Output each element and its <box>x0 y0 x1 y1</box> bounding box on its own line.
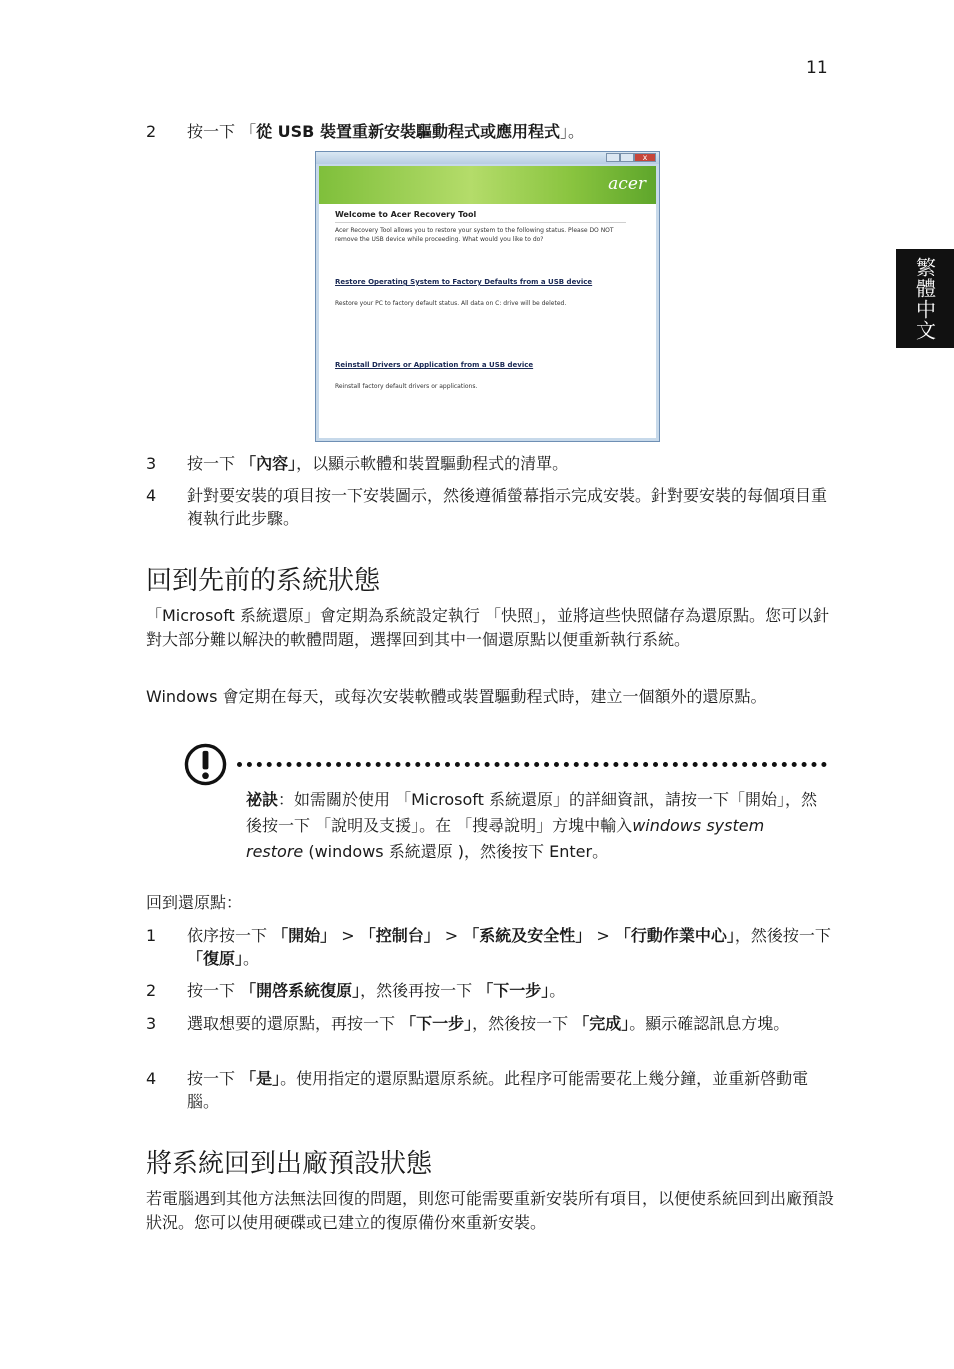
step-text-plain: ，然後再按一下 <box>360 981 478 1000</box>
note-dotted-rule <box>237 762 827 767</box>
step-text-plain: ，然後按一下 <box>472 1014 574 1033</box>
step-text-plain: 。使用指定的還原點還原系統。此程序可能需要花上幾分鐘，並重新啓動電腦。 <box>187 1069 809 1111</box>
step-text-plain: 。 <box>549 981 566 1000</box>
step-text-plain: 按一下 <box>187 981 241 1000</box>
tip-label: 祕訣 <box>246 790 279 809</box>
step-number: 1 <box>146 926 157 945</box>
step-text-plain: 。顯示確認訊息方塊。 <box>629 1014 790 1033</box>
step-text-bold: 從 USB 裝置重新安裝驅動程式或應用程式 <box>256 122 560 141</box>
restore-intro: 回到還原點： <box>146 893 243 912</box>
step-text-plain: > <box>591 926 615 945</box>
step-2 <box>0 120 954 144</box>
step-text-bold: 「內容」 <box>240 454 297 473</box>
language-tab <box>896 249 954 348</box>
step-text <box>187 1067 832 1113</box>
step-text-plain: 。 <box>243 949 260 968</box>
exclamation-icon <box>184 743 227 786</box>
step-text-bold: 「行動作業中心」 <box>614 926 735 945</box>
step-number: 2 <box>146 981 157 1000</box>
maximize-icon[interactable] <box>620 153 634 162</box>
step-text-plain: ，然後按一下 <box>734 926 831 945</box>
step-text-plain: > <box>439 926 464 945</box>
restore-factory-desc: Restore your PC to factory default status. All data on C: drive will be deleted. <box>335 300 567 307</box>
restore-step-2 <box>0 979 954 1003</box>
window-titlebar <box>316 152 659 164</box>
step-number: 4 <box>146 1069 157 1088</box>
restore-step-4 <box>0 1067 954 1115</box>
reinstall-drivers-link[interactable]: Reinstall Drivers or Application from a USB device <box>335 361 534 369</box>
title-divider <box>335 222 626 223</box>
restore-step-3 <box>0 1012 954 1060</box>
paragraph: 「Microsoft 系統還原」會定期為系統設定執行 「快照」，並將這些快照儲存為還原點。您可以針對大部分難以解決的軟體問題，選擇回到其中一個還原點以便重新執行系統。 <box>146 606 829 649</box>
tip-text: ：如需關於使用 「Microsoft 系統還原」的詳細資訊，請按一下「開始」，然後按一下 「說明及支援」。在 「搜尋說明」方塊中輸入 <box>246 790 818 835</box>
step-3 <box>0 452 954 476</box>
step-text <box>187 1012 832 1035</box>
step-text-plain: > <box>336 926 360 945</box>
section-heading: 將系統回到出廠預設狀態 <box>146 1149 433 1179</box>
step-number: 3 <box>146 454 157 473</box>
step-text-plain: 」。 <box>559 122 584 141</box>
minimize-icon[interactable] <box>606 153 620 162</box>
step-text-bold: 「開啓系統復原」 <box>240 981 361 1000</box>
step-text-plain: 按一下 <box>187 1069 241 1088</box>
restore-step-1 <box>0 924 954 972</box>
step-number: 4 <box>146 486 157 505</box>
step-text <box>187 452 832 475</box>
step-text <box>187 924 832 970</box>
tip-note <box>246 787 826 865</box>
paragraph: 若電腦遇到其他方法無法回復的問題，則您可能需要重新安裝所有項目，以便使系統回到出廠預設狀況。您可以使用硬碟或已建立的復原備份來重新安裝。 <box>146 1189 835 1232</box>
step-text-bold: 「完成」 <box>573 1014 630 1033</box>
step-text-plain: 按一下 「 <box>187 122 257 141</box>
step-4 <box>0 484 954 532</box>
tip-command: windows system restore <box>246 816 765 861</box>
step-text <box>187 120 832 143</box>
acer-logo: acer <box>608 174 646 194</box>
page-number: 11 <box>806 58 828 78</box>
step-text-bold: 「控制台」 <box>359 926 440 945</box>
step-text-bold: 「開始」 <box>272 926 337 945</box>
step-text-plain: 按一下 <box>187 454 241 473</box>
language-tab-label: 繁體中文 <box>912 256 937 341</box>
window-content <box>319 204 656 438</box>
step-text-bold: 「是」 <box>240 1069 281 1088</box>
step-text <box>187 979 832 1002</box>
window-controls <box>606 153 656 162</box>
window-title: Welcome to Acer Recovery Tool <box>335 210 477 219</box>
section-heading: 回到先前的系統狀態 <box>146 566 381 596</box>
step-text-plain: 選取想要的還原點，再按一下 <box>187 1014 401 1033</box>
step-text-bold: 「下一步」 <box>400 1014 473 1033</box>
acer-banner <box>319 166 656 204</box>
tip-text: (windows 系統還原 )，然後按下 Enter。 <box>303 842 609 861</box>
step-text: 針對要安裝的項目按一下安裝圖示，然後遵循螢幕指示完成安裝。針對要安裝的每個項目重複執行此步驟。 <box>187 486 828 528</box>
reinstall-drivers-desc: Reinstall factory default drivers or applications. <box>335 383 478 390</box>
step-text-plain: 依序按一下 <box>187 926 273 945</box>
paragraph: Windows 會定期在每天，或每次安裝軟體或裝置驅動程式時，建立一個額外的還原點。 <box>146 687 767 706</box>
step-number: 2 <box>146 122 157 141</box>
step-text-plain: ，以顯示軟體和裝置驅動程式的清單。 <box>296 454 569 473</box>
window-description: Acer Recovery Tool allows you to restore your system to the following status. Please DO NOT remove the USB device while proceeding. What would you like to do? <box>335 227 614 243</box>
close-icon[interactable]: x <box>634 153 656 162</box>
step-text-bold: 「下一步」 <box>477 981 550 1000</box>
recovery-tool-screenshot <box>315 151 660 442</box>
step-text-bold: 「復原」 <box>187 949 244 968</box>
step-number: 3 <box>146 1014 157 1033</box>
step-text-bold: 「系統及安全性」 <box>463 926 592 945</box>
restore-factory-link[interactable]: Restore Operating System to Factory Defaults from a USB device <box>335 278 593 286</box>
